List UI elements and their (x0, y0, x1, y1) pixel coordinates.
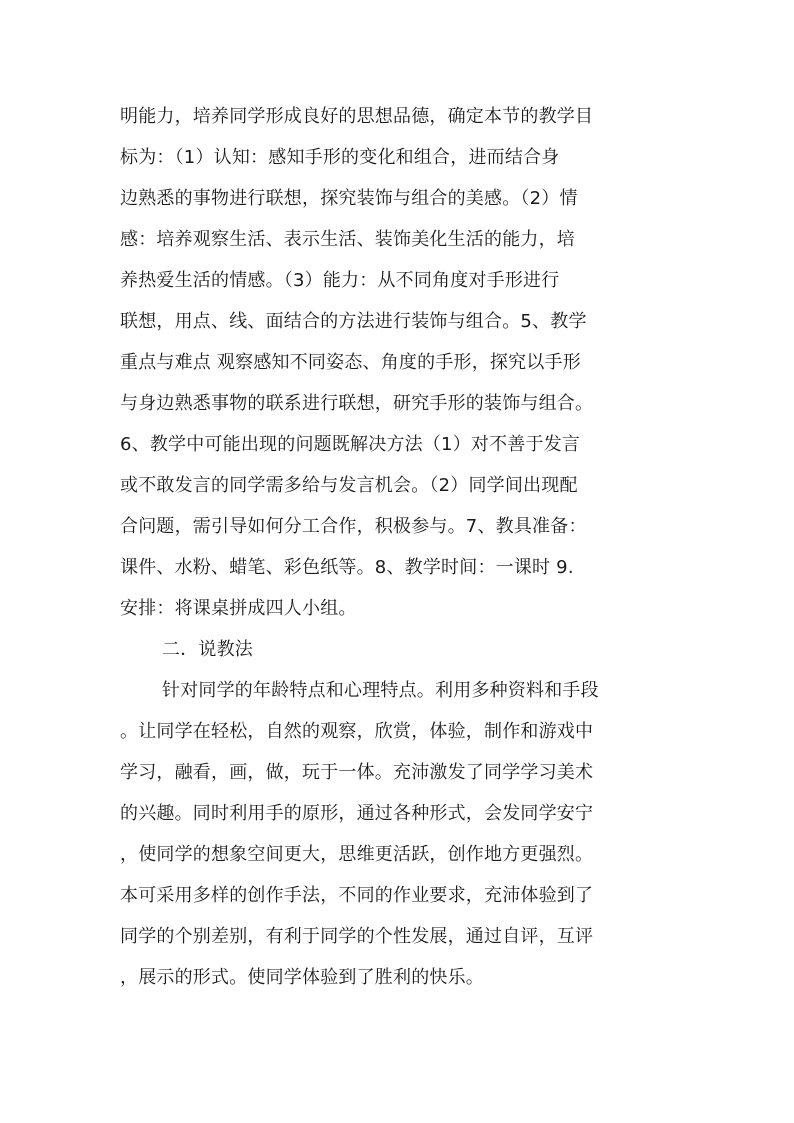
paragraph-line: 与身边熟悉事物的联系进行联想，研究手形的装饰与组合。 (120, 393, 594, 414)
paragraph-line: 或不敢发言的同学需多给与发言机会。（2）同学间出现配 (120, 475, 578, 496)
paragraph-line: 同学的个别差别，有利于同学的个性发展，通过自评，互评 (120, 926, 594, 947)
paragraph-line: 合问题，需引导如何分工合作，积极参与。7、教具准备： (120, 516, 587, 537)
paragraph-line: 标为：（1）认知：感知手形的变化和组合，进而结合身 (120, 147, 560, 168)
paragraph-line: 6、教学中可能出现的问题既解决方法（1）对不善于发言 (120, 434, 581, 455)
paragraph-line: 联想，用点、线、面结合的方法进行装饰与组合。5、教学 (120, 311, 587, 332)
paragraph-line: ，使同学的想象空间更大，思维更活跃，创作地方更强烈。 (120, 844, 594, 865)
paragraph-line: 学习，融看，画，做，玩于一体。充沛激发了同学学习美术 (120, 762, 594, 783)
paragraph-line: 养热爱生活的情感。（3）能力：从不同角度对手形进行 (120, 270, 560, 291)
paragraph-line: ，展示的形式。使同学体验到了胜利的快乐。 (120, 967, 484, 988)
paragraph-line: 针对同学的年龄特点和心理特点。利用多种资料和手段 (162, 680, 599, 701)
paragraph-line: 课件、水粉、蜡笔、彩色纸等。8、教学时间：一课时 9. (120, 557, 574, 578)
paragraph-line: 边熟悉的事物进行联想，探究装饰与组合的美感。（2）情 (120, 188, 578, 209)
paragraph-line: 感：培养观察生活、表示生活、装饰美化生活的能力，培 (120, 229, 575, 250)
paragraph-line: 的兴趣。同时利用手的原形，通过各种形式，会发同学安宁 (120, 803, 594, 824)
section-heading: 二．说教法 (162, 639, 253, 660)
paragraph-line: 安排：将课桌拼成四人小组。 (120, 598, 357, 619)
paragraph-line: 重点与难点 观察感知不同姿态、角度的手形，探究以手形 (120, 352, 581, 373)
paragraph-line: 明能力，培养同学形成良好的思想品德，确定本节的教学目 (120, 106, 594, 127)
paragraph-line: 。让同学在轻松，自然的观察，欣赏，体验，制作和游戏中 (120, 721, 594, 742)
paragraph-line: 本可采用多样的创作手法，不同的作业要求，充沛体验到了 (120, 885, 594, 906)
